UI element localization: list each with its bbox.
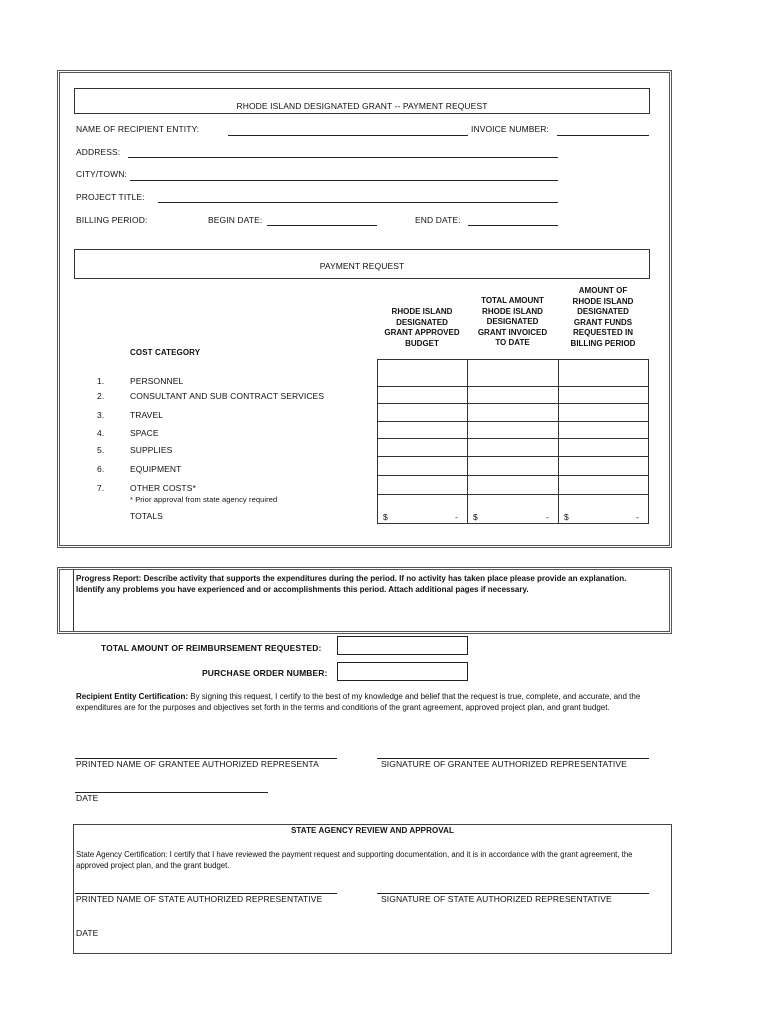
row-number: 2. (97, 391, 105, 401)
state-certification-text: State Agency Certification: I certify that I have reviewed the payment request and supporting documentation, and it is in accordance with the grant agreement, the approved project plan, and the grant budget. (76, 850, 633, 870)
row-number: 1. (97, 376, 105, 386)
recipient-field[interactable] (228, 135, 468, 136)
row-label-space: SPACE (130, 428, 159, 438)
row-label-other-costs: OTHER COSTS* (130, 483, 196, 493)
recipient-certification (76, 691, 646, 713)
recipient-label: NAME OF RECIPIENT ENTITY: (76, 124, 200, 134)
grantee-date-line[interactable] (75, 792, 268, 793)
state-printed-name-label: PRINTED NAME OF STATE AUTHORIZED REPRESENTATIVE (76, 894, 323, 904)
amount-cell[interactable] (467, 403, 559, 422)
amount-cell[interactable] (377, 403, 468, 422)
amount-cell[interactable] (377, 421, 468, 439)
total-reimbursement-label: TOTAL AMOUNT OF REIMBURSEMENT REQUESTED: (101, 643, 322, 653)
total-currency: $ (383, 512, 388, 522)
state-review-frame (73, 824, 672, 954)
amount-cell[interactable] (558, 359, 649, 387)
row-number: 4. (97, 428, 105, 438)
amount-cell[interactable] (467, 438, 559, 457)
amount-cell[interactable] (467, 456, 559, 476)
address-label: ADDRESS: (76, 147, 121, 157)
cost-category-label: COST CATEGORY (130, 348, 201, 357)
prior-approval-note: * Prior approval from state agency required (130, 495, 278, 504)
row-label-travel: TRAVEL (130, 410, 164, 420)
total-value: - (546, 512, 549, 522)
amount-cell[interactable] (558, 403, 649, 422)
progress-report-divider (73, 570, 74, 631)
row-number: 5. (97, 445, 105, 455)
total-reimbursement-input[interactable] (337, 636, 468, 655)
state-review-title: STATE AGENCY REVIEW AND APPROVAL (290, 826, 455, 835)
amount-cell[interactable] (467, 421, 559, 439)
row-label-equipment: EQUIPMENT (130, 464, 182, 474)
grantee-signature-label: SIGNATURE OF GRANTEE AUTHORIZED REPRESENTATIVE (381, 759, 627, 769)
city-label: CITY/TOWN: (76, 169, 127, 179)
total-value: - (636, 512, 639, 522)
end-date-label: END DATE: (415, 215, 461, 225)
amount-cell[interactable] (377, 386, 468, 404)
state-date-label: DATE (76, 928, 99, 938)
amount-cell[interactable] (558, 475, 649, 495)
row-number: 7. (97, 483, 105, 493)
row-label-supplies: SUPPLIES (130, 445, 173, 455)
city-field[interactable] (130, 180, 558, 181)
amount-cell[interactable] (377, 456, 468, 476)
purchase-order-label: PURCHASE ORDER NUMBER: (202, 668, 328, 678)
column-header-approved-budget: RHODE ISLAND DESIGNATED GRANT APPROVED BUDGET (384, 307, 460, 348)
project-title-field[interactable] (158, 202, 558, 203)
amount-cell[interactable] (467, 475, 559, 495)
amount-cell[interactable] (467, 359, 559, 387)
row-number: 3. (97, 410, 105, 420)
total-value: - (455, 512, 458, 522)
address-field[interactable] (128, 157, 558, 158)
form-title: RHODE ISLAND DESIGNATED GRANT -- PAYMENT REQUEST (236, 101, 488, 111)
column-header-invoiced-to-date: TOTAL AMOUNT RHODE ISLAND DESIGNATED GRANT INVOICED TO DATE (477, 296, 548, 347)
amount-cell[interactable] (377, 438, 468, 457)
amount-cell[interactable] (377, 475, 468, 495)
amount-cell[interactable] (377, 359, 468, 387)
purchase-order-input[interactable] (337, 662, 468, 681)
certification-text: By signing this request, I certify to the best of my knowledge and belief that the request is true, complete, and accurate, and the expenditures are for the purposes and objectives set forth in the terms and conditions of the grant agreement, approved project plan, and grant budget. (76, 692, 641, 712)
certification-heading: Recipient Entity Certification: (76, 692, 189, 701)
billing-period-label: BILLING PERIOD: (76, 215, 148, 225)
begin-date-field[interactable] (267, 225, 377, 226)
payment-request-title: PAYMENT REQUEST (319, 261, 405, 271)
end-date-field[interactable] (468, 225, 558, 226)
state-signature-label: SIGNATURE OF STATE AUTHORIZED REPRESENTATIVE (381, 894, 612, 904)
invoice-field[interactable] (557, 135, 649, 136)
amount-cell[interactable] (558, 438, 649, 457)
row-label-consultant: CONSULTANT AND SUB CONTRACT SERVICES (130, 391, 325, 401)
amount-cell[interactable] (558, 421, 649, 439)
project-title-label: PROJECT TITLE: (76, 192, 145, 202)
invoice-label: INVOICE NUMBER: (471, 124, 550, 134)
row-label-personnel: PERSONNEL (130, 376, 184, 386)
total-currency: $ (473, 512, 478, 522)
grantee-printed-name-label: PRINTED NAME OF GRANTEE AUTHORIZED REPRESENTA (76, 759, 319, 769)
total-currency: $ (564, 512, 569, 522)
amount-cell[interactable] (467, 386, 559, 404)
grantee-date-label: DATE (76, 793, 99, 803)
amount-cell[interactable] (558, 386, 649, 404)
progress-report-text[interactable]: Progress Report: Describe activity that supports the expenditures during the period. If no activity has taken place please provide an explanation. Identify any problems you have experienced and or accomplishments this period. Attach additional pages if necessary. (76, 574, 627, 594)
totals-label: TOTALS (130, 511, 163, 521)
begin-date-label: BEGIN DATE: (208, 215, 263, 225)
row-number: 6. (97, 464, 105, 474)
amount-cell[interactable] (558, 456, 649, 476)
column-header-requested-amount: AMOUNT OF RHODE ISLAND DESIGNATED GRANT FUNDS REQUESTED IN BILLING PERIOD (570, 286, 636, 348)
